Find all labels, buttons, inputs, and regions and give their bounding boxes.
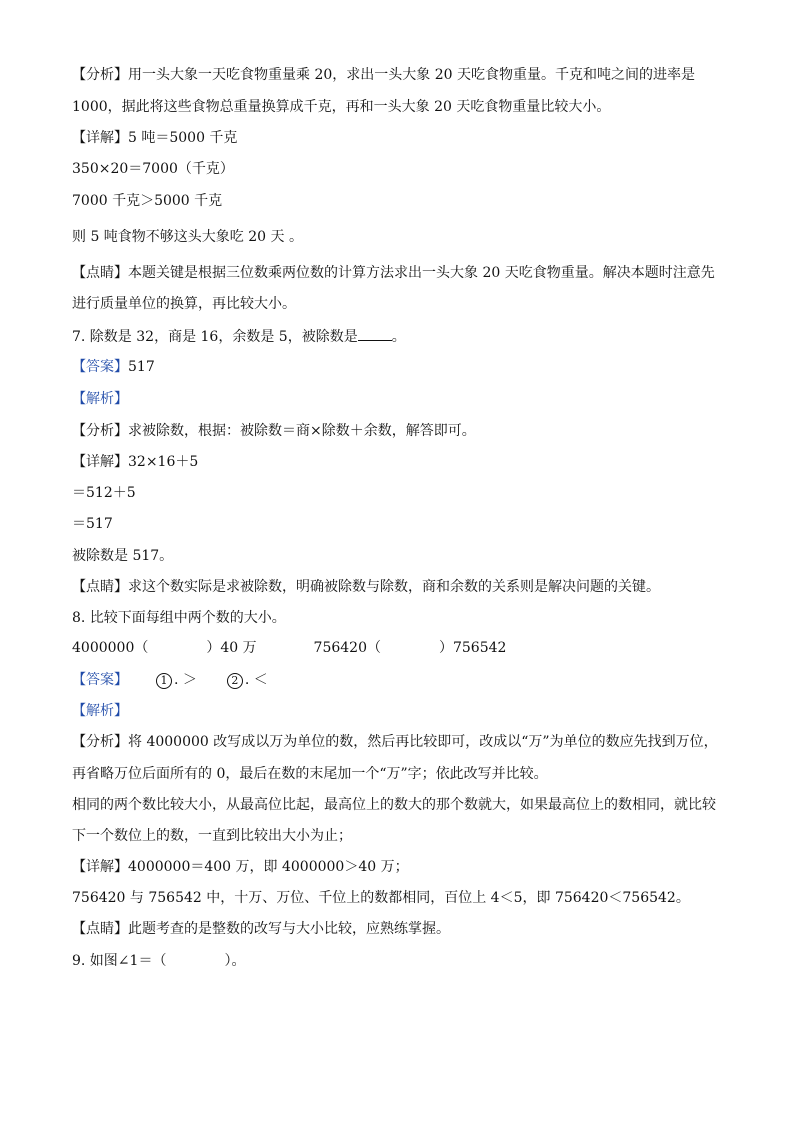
detail-conclusion: 被除数是 517。 [72, 548, 174, 564]
analysis-text-cont: 相同的两个数比较大小，从最高位比起，最高位上的数大的那个数就大，如果最高位上的数相同，就比较 [72, 797, 716, 813]
analysis-text: 将 4000000 改写成以万为单位的数，然后再比较即可，改成以“万”为单位的数应先找到万位， [128, 734, 718, 750]
analysis-text-cont: 下一个数位上的数，一直到比较出大小为止； [72, 828, 352, 844]
comment-tag: 【点睛】 [72, 579, 128, 595]
analysis-tag: 【分析】 [72, 67, 128, 83]
analysis-text-cont: 再省略万位后面所有的 0，最后在数的末尾加一个“万”字；依此改写并比较。 [72, 766, 548, 782]
detail-tag: 【详解】 [72, 130, 128, 146]
answer-1: . ＞ [174, 672, 197, 688]
answer-blank [358, 326, 392, 341]
question-7 [72, 326, 406, 347]
analysis-text: 用一头大象一天吃食物重量乘 20，求出一头大象 20 天吃食物重量。千克和吨之间的进率是 [128, 67, 695, 83]
detail-tag: 【详解】 [72, 859, 128, 875]
question-9 [72, 951, 245, 971]
analysis-text-cont: 1000，据此将这些食物总重量换算成千克，再和一头大象 20 天吃食物重量比较大小。 [72, 99, 611, 115]
detail-line [72, 128, 237, 148]
circled-number-1: 1 [156, 673, 172, 689]
detail-step: 350×20＝7000（千克） [72, 161, 234, 177]
answer-line [72, 670, 268, 690]
analysis-line [72, 732, 718, 752]
detail-step: ＝512＋5 [72, 485, 136, 501]
question-8: 8. 比较下面每组中两个数的大小。 [72, 610, 286, 626]
comment-text: 本题关键是根据三位数乘两位数的计算方法求出一头大象 20 天吃食物重量。解决本题时注意先 [128, 265, 715, 281]
item-1-right: ）40 万 [206, 640, 257, 656]
circled-number-2: 2 [227, 673, 243, 689]
detail-line [72, 857, 409, 877]
answer-tag: 【答案】 [72, 672, 128, 688]
analysis-tag: 【分析】 [72, 423, 128, 439]
comment-text: 求这个数实际是求被除数，明确被除数与除数，商和余数的关系则是解决问题的关键。 [128, 579, 660, 595]
question-9-end: ）。 [224, 953, 246, 969]
comment-tag: 【点睛】 [72, 265, 128, 281]
question-9-text: 9. 如图∠1＝（ [72, 953, 167, 969]
detail-text: 32×16＋5 [128, 454, 199, 470]
explain-tag: 【解析】 [72, 391, 128, 407]
analysis-line [72, 65, 695, 85]
answer-value: 517 [128, 359, 155, 375]
comment-tag: 【点睛】 [72, 921, 128, 937]
detail-text: 4000000＝400 万，即 4000000＞40 万； [128, 859, 409, 875]
comment-line [72, 263, 715, 283]
answer-tag: 【答案】 [72, 359, 128, 375]
detail-conclusion: 则 5 吨食物不够这头大象吃 20 天 。 [72, 229, 303, 245]
analysis-line [72, 421, 476, 441]
detail-step: ＝517 [72, 516, 113, 532]
detail-step: 7000 千克＞5000 千克 [72, 193, 223, 209]
answer-line [72, 357, 155, 377]
comment-line [72, 919, 450, 939]
question-7-end: 。 [391, 329, 406, 345]
answer-2: . ＜ [244, 672, 268, 688]
comment-text: 此题考查的是整数的改写与大小比较，应熟练掌握。 [128, 921, 450, 937]
comment-line [72, 577, 660, 597]
detail-line [72, 452, 198, 472]
comment-text-cont: 进行质量单位的换算，再比较大小。 [72, 296, 296, 312]
detail-step: 756420 与 756542 中，十万、万位、千位上的数都相同，百位上 4＜5，即 756420＜756542。 [72, 890, 690, 906]
item-2-left: 756420（ [313, 640, 381, 656]
detail-text: 5 吨＝5000 千克 [128, 130, 238, 146]
item-1-left: 4000000（ [72, 640, 149, 656]
detail-tag: 【详解】 [72, 454, 128, 470]
question-8-items [72, 638, 506, 658]
analysis-text: 求被除数，根据：被除数＝商×除数＋余数，解答即可。 [128, 423, 476, 439]
analysis-tag: 【分析】 [72, 734, 128, 750]
item-2-right: ）756542 [438, 640, 507, 656]
explain-tag: 【解析】 [72, 703, 128, 719]
question-7-text: 7. 除数是 32，商是 16，余数是 5，被除数是 [72, 329, 358, 345]
